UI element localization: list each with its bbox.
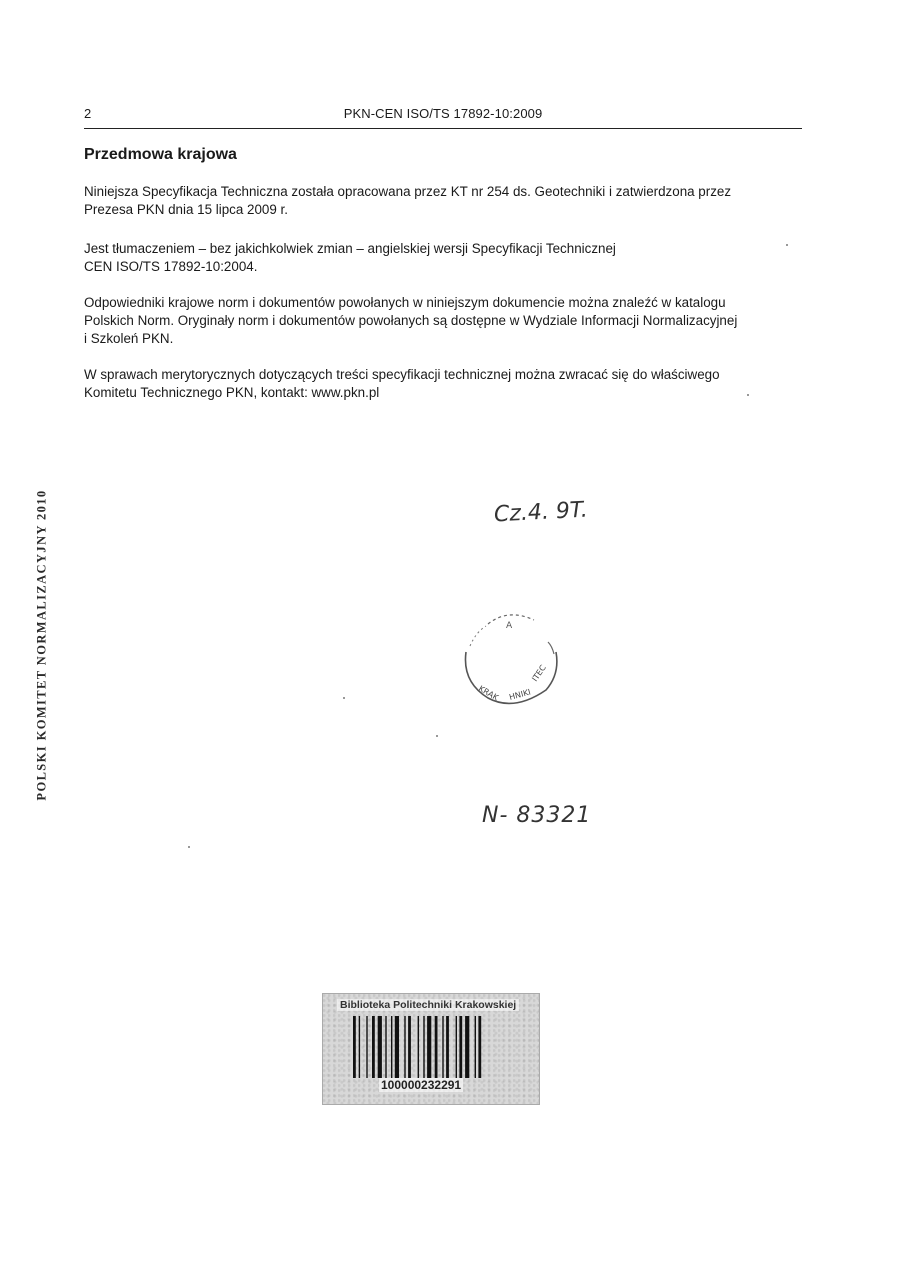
section-title: Przedmowa krajowa <box>84 146 237 163</box>
handwritten-note: Cz.4. 9T. <box>493 497 589 528</box>
paragraph-contact: W sprawach merytorycznych dotyczących treści specyfikacji technicznej można zwracać się do właściwego Komitetu Technicznego PKN, kontakt: www.pkn.pl <box>84 367 720 400</box>
scan-speck <box>436 735 438 737</box>
handwritten-inventory-number: N- 83321 <box>482 803 592 828</box>
scan-speck <box>786 244 788 246</box>
svg-text:HNIKI: HNIKI <box>508 687 532 702</box>
scan-speck <box>343 697 345 699</box>
svg-text:ITEC: ITEC <box>530 663 548 684</box>
barcode-icon <box>351 1016 515 1078</box>
paragraph-approval: Niniejsza Specyfikacja Techniczna została opracowana przez KT nr 254 ds. Geotechniki i zatwierdzona przez Prezesa PKN dnia 15 lipca 2009 r. <box>84 184 732 217</box>
svg-text:A: A <box>506 621 513 631</box>
library-barcode-label <box>322 993 540 1105</box>
barcode-number: 100000232291 <box>381 1078 462 1092</box>
page-number: 2 <box>84 106 92 121</box>
scan-speck <box>188 846 190 848</box>
svg-text:KRAK: KRAK <box>477 683 500 703</box>
running-header <box>84 106 802 129</box>
paragraph-references: Odpowiedniki krajowe norm i dokumentów powołanych w niniejszym dokumencie można znaleźć w katalogu Polskich Norm. Oryginały norm i dokumentów powołanych są dostępne w Wydziale Informacji Normalizacyjnej i Szkoleń PKN. <box>84 295 738 346</box>
publisher-margin-text: POLSKI KOMITET NORMALIZACYJNY 2010 <box>34 489 49 801</box>
document-identifier: PKN-CEN ISO/TS 17892-10:2009 <box>343 106 543 121</box>
library-stamp-icon <box>448 602 568 714</box>
scan-speck <box>747 394 749 396</box>
paragraph-translation: Jest tłumaczeniem – bez jakichkolwiek zmian – angielskiej wersji Specyfikacji Technicznej CEN ISO/TS 17892-10:2004. <box>84 241 616 274</box>
barcode-library-name: Biblioteka Politechniki Krakowskiej <box>337 999 519 1011</box>
